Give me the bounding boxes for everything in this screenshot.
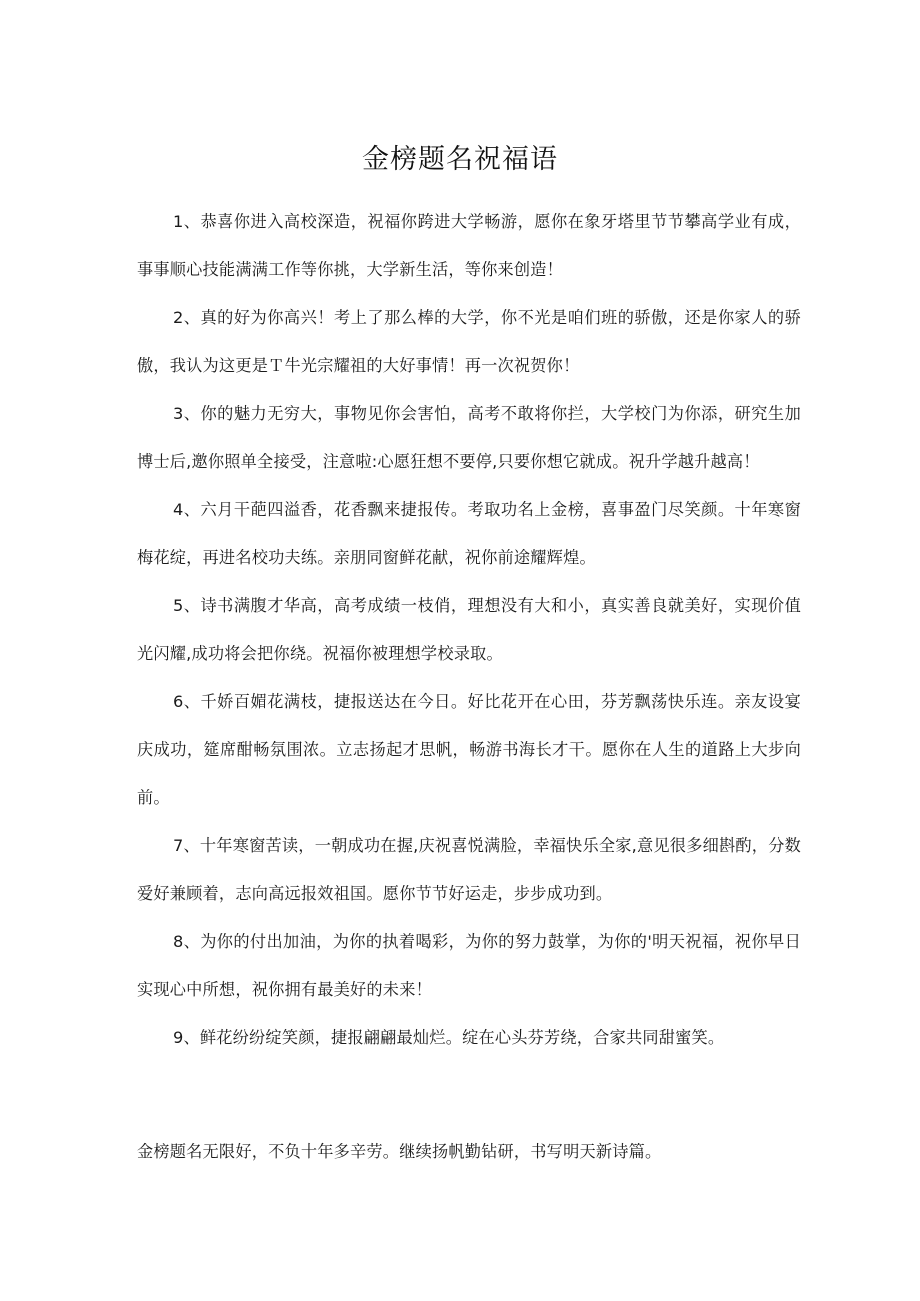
page-title: 金榜题名祝福语 bbox=[362, 144, 558, 175]
paragraph-6: 6、千娇百媚花满枝，捷报送达在今日。好比花开在心田，芬芳飘荡快乐连。亲友设宴庆成功，筵席酣畅氛围浓。立志扬起才思帆，畅游书海长才干。愿你在人生的道路上大步向前。 bbox=[137, 692, 801, 807]
paragraph-3: 3、你的魅力无穷大，事物见你会害怕，高考不敢将你拦，大学校门为你添，研究生加博士后,邀你照单全接受，注意啦:心愿狂想不要停,只要你想它就成。祝升学越升越高！ bbox=[137, 404, 801, 471]
paragraph-2: 2、真的好为你高兴！考上了那么棒的大学，你不光是咱们班的骄傲，还是你家人的骄傲，我认为这更是Ｔ牛光宗耀祖的大好事情！再一次祝贺你！ bbox=[137, 308, 801, 375]
paragraph-8: 8、为你的付出加油，为你的执着喝彩，为你的努力鼓掌，为你的'明天祝福，祝你早日实现心中所想，祝你拥有最美好的未来！ bbox=[137, 932, 801, 999]
paragraph-1: 1、恭喜你进入高校深造，祝福你跨进大学畅游，愿你在象牙塔里节节攀高学业有成，事事顺心技能满满工作等你挑，大学新生活，等你来创造！ bbox=[137, 212, 801, 279]
paragraph-9: 9、鲜花纷纷绽笑颜，捷报翩翩最灿烂。绽在心头芬芳绕，合家共同甜蜜笑。 bbox=[173, 1028, 725, 1047]
paragraph-7: 7、十年寒窗苦读，一朝成功在握,庆祝喜悦满脸，幸福快乐全家,意见很多细斟酌，分数爱好兼顾着，志向高远报效祖国。愿你节节好运走，步步成功到。 bbox=[137, 836, 801, 903]
document-body bbox=[137, 198, 801, 1062]
closing-line: 金榜题名无限好，不负十年多辛劳。继续扬帆勤钻研，书写明天新诗篇。 bbox=[137, 1142, 662, 1161]
paragraph-4: 4、六月干葩四溢香，花香飘来捷报传。考取功名上金榜，喜事盈门尽笑颜。十年寒窗梅花绽，再进名校功夫练。亲朋同窗鲜花献，祝你前途耀辉煌。 bbox=[137, 500, 801, 567]
paragraph-5: 5、诗书满腹才华高，高考成绩一枝俏，理想没有大和小，真实善良就美好，实现价值光闪耀,成功将会把你绕。祝福你被理想学校录取。 bbox=[137, 596, 801, 663]
